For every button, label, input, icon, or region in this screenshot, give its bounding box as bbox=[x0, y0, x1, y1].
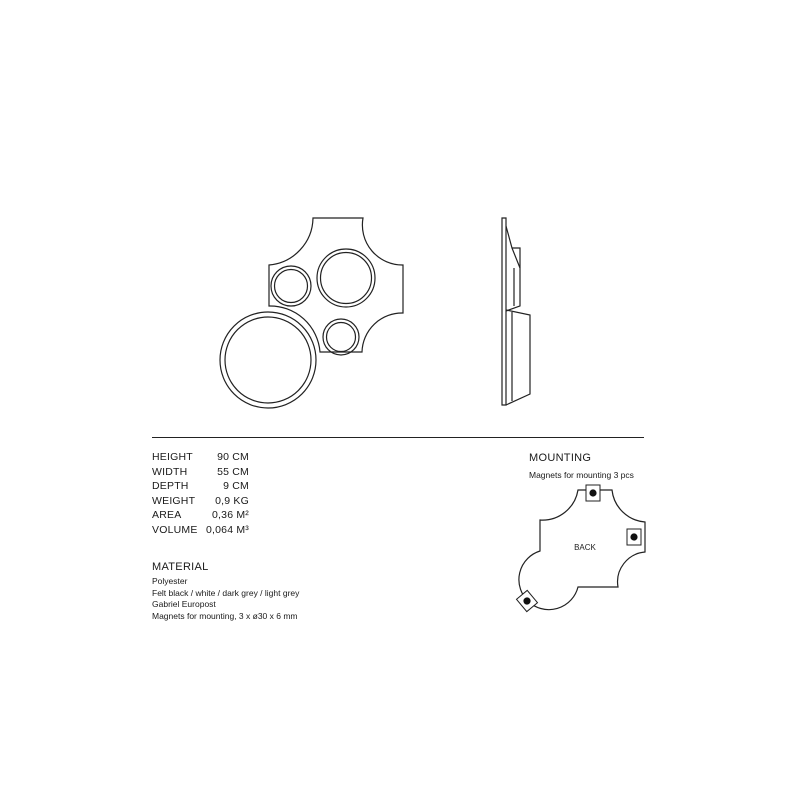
spec-value: 55 CM bbox=[217, 465, 249, 478]
spec-label: AREA bbox=[152, 509, 182, 521]
magnet-icon bbox=[586, 485, 600, 501]
material-line: Magnets for mounting, 3 x ø30 x 6 mm bbox=[152, 610, 298, 621]
material-line: Gabriel Europost bbox=[152, 599, 216, 609]
side-view bbox=[502, 218, 530, 405]
side-view-panel bbox=[502, 218, 506, 405]
mounting-subtitle: Magnets for mounting 3 pcs bbox=[529, 470, 634, 480]
spec-value: 0,36 M² bbox=[212, 509, 249, 521]
mounting-back-label: BACK bbox=[574, 543, 596, 552]
divider-line bbox=[152, 437, 644, 438]
front-view-medium-cup-outer bbox=[323, 319, 359, 355]
spec-label: WIDTH bbox=[152, 465, 188, 478]
spec-value: 0,9 KG bbox=[215, 494, 249, 507]
mounting-title: MOUNTING bbox=[529, 452, 592, 464]
material-line: Felt black / white / dark grey / light grey bbox=[152, 587, 300, 598]
front-view-small-cup-inner bbox=[275, 270, 308, 303]
front-view-large-cup-inner bbox=[321, 253, 372, 304]
material-title: MATERIAL bbox=[152, 561, 209, 573]
side-view-upper-cup bbox=[506, 226, 520, 311]
front-view-large-cup-outer bbox=[317, 249, 375, 307]
spec-label: WEIGHT bbox=[152, 494, 196, 507]
magnet-icon bbox=[516, 590, 537, 611]
spec-label: HEIGHT bbox=[152, 451, 193, 463]
front-view-small-cup-outer bbox=[271, 266, 311, 306]
spec-value: 0,064 M³ bbox=[205, 523, 249, 536]
side-view-mirror-edge bbox=[506, 310, 530, 405]
magnet-icon bbox=[627, 529, 641, 545]
front-view-mirror-outer bbox=[220, 312, 316, 408]
spec-value: 9 CM bbox=[223, 480, 249, 492]
front-view-medium-cup-inner bbox=[327, 323, 356, 352]
spec-value: 90 CM bbox=[217, 451, 249, 463]
material-section bbox=[152, 560, 299, 622]
spec-label: VOLUME bbox=[152, 523, 198, 536]
material-line: Polyester bbox=[152, 576, 188, 586]
front-view bbox=[220, 218, 403, 408]
spec-label: DEPTH bbox=[152, 480, 189, 492]
